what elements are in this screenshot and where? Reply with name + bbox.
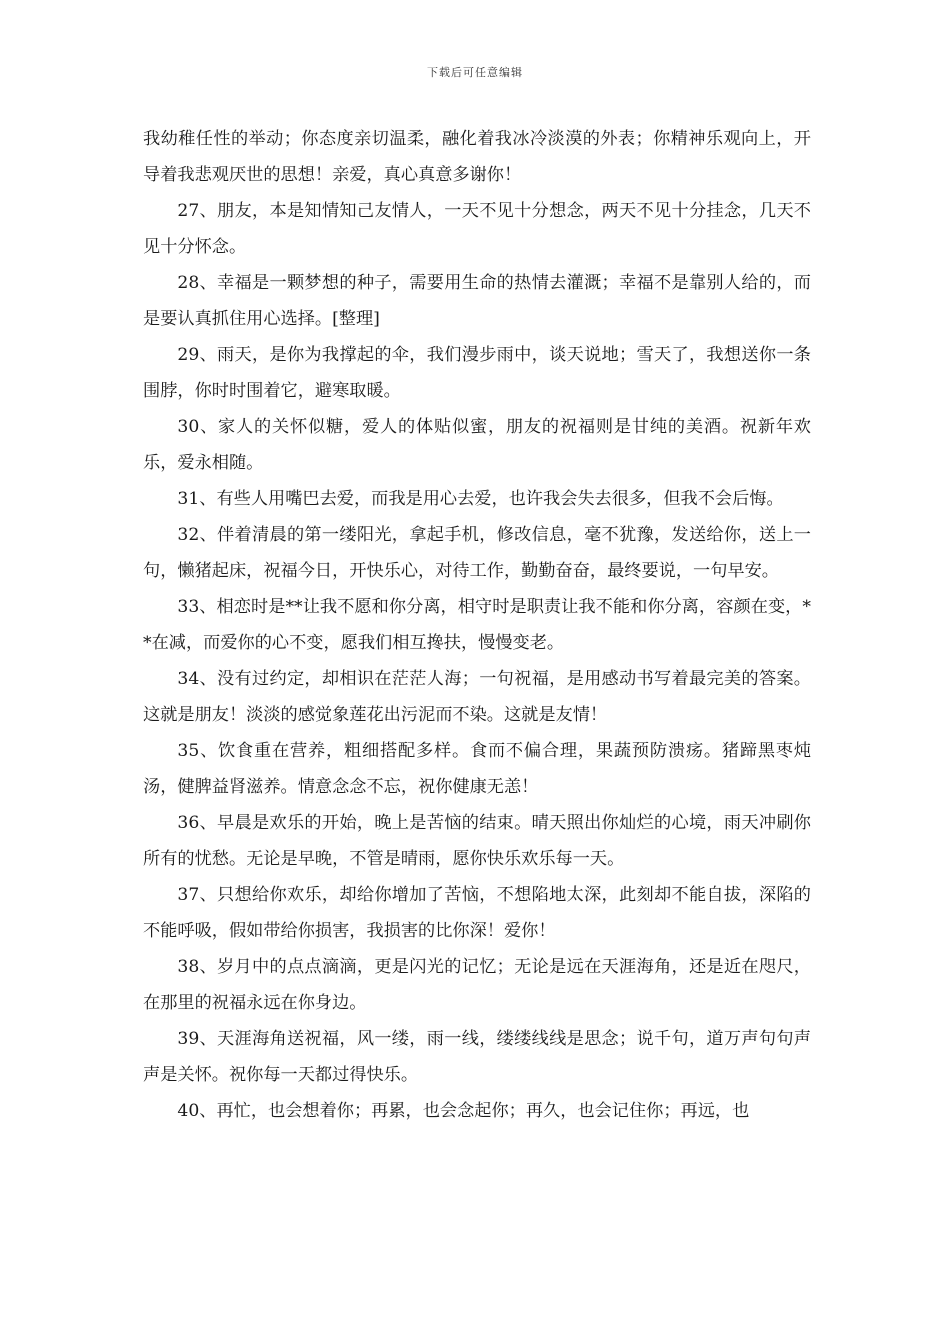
paragraph-30: 30、家人的关怀似糖，爱人的体贴似蜜，朋友的祝福则是甘纯的美酒。祝新年欢乐，爱永相随。 <box>143 417 811 473</box>
paragraph-35: 35、饮食重在营养，粗细搭配多样。食而不偏合理，果蔬预防溃疡。猪蹄黑枣炖汤，健脾益肾滋养。情意念念不忘，祝你健康无恙！ <box>143 741 811 797</box>
page-header-note: 下载后可任意编辑 <box>427 66 523 79</box>
paragraph-37: 37、只想给你欢乐，却给你增加了苦恼，不想陷地太深，此刻却不能自拔，深陷的不能呼吸，假如带给你损害，我损害的比你深！爱你！ <box>143 885 811 941</box>
paragraph-34: 34、没有过约定，却相识在茫茫人海；一句祝福，是用感动书写着最完美的答案。这就是朋友！淡淡的感觉象莲花出污泥而不染。这就是友情！ <box>143 669 811 725</box>
paragraph-33: 33、相恋时是**让我不愿和你分离，相守时是职责让我不能和你分离，容颜在变，**在减，而爱你的心不变，愿我们相互搀扶，慢慢变老。 <box>143 597 811 653</box>
paragraph-32: 32、伴着清晨的第一缕阳光，拿起手机，修改信息，毫不犹豫，发送给你，送上一句，懒猪起床，祝福今日，开快乐心，对待工作，勤勤奋奋，最终要说，一句早安。 <box>143 525 811 581</box>
paragraph-28: 28、幸福是一颗梦想的种子，需要用生命的热情去灌溉；幸福不是靠别人给的，而是要认真抓住用心选择。[整理] <box>143 273 811 329</box>
paragraph-27: 27、朋友，本是知情知己友情人，一天不见十分想念，两天不见十分挂念，几天不见十分怀念。 <box>143 201 811 257</box>
paragraph-31: 31、有些人用嘴巴去爱，而我是用心去爱，也许我会失去很多，但我不会后悔。 <box>177 489 784 509</box>
document-body <box>143 121 811 1129</box>
paragraph-continuation: 我幼稚任性的举动；你态度亲切温柔，融化着我冰冷淡漠的外表；你精神乐观向上，开导着我悲观厌世的思想！亲爱，真心真意多谢你！ <box>143 129 811 185</box>
paragraph-39: 39、天涯海角送祝福，风一缕，雨一线，缕缕线线是思念；说千句，道万声句句声声是关怀。祝你每一天都过得快乐。 <box>143 1029 811 1085</box>
paragraph-40: 40、再忙，也会想着你；再累，也会念起你；再久，也会记住你；再远，也 <box>177 1101 750 1121</box>
paragraph-38: 38、岁月中的点点滴滴，更是闪光的记忆；无论是远在天涯海角，还是近在咫尺，在那里的祝福永远在你身边。 <box>143 957 811 1013</box>
paragraph-29: 29、雨天，是你为我撑起的伞，我们漫步雨中，谈天说地；雪天了，我想送你一条围脖，你时时围着它，避寒取暖。 <box>143 345 811 401</box>
paragraph-36: 36、早晨是欢乐的开始，晚上是苦恼的结束。晴天照出你灿烂的心境，雨天冲刷你所有的忧愁。无论是早晚，不管是晴雨，愿你快乐欢乐每一天。 <box>143 813 811 869</box>
